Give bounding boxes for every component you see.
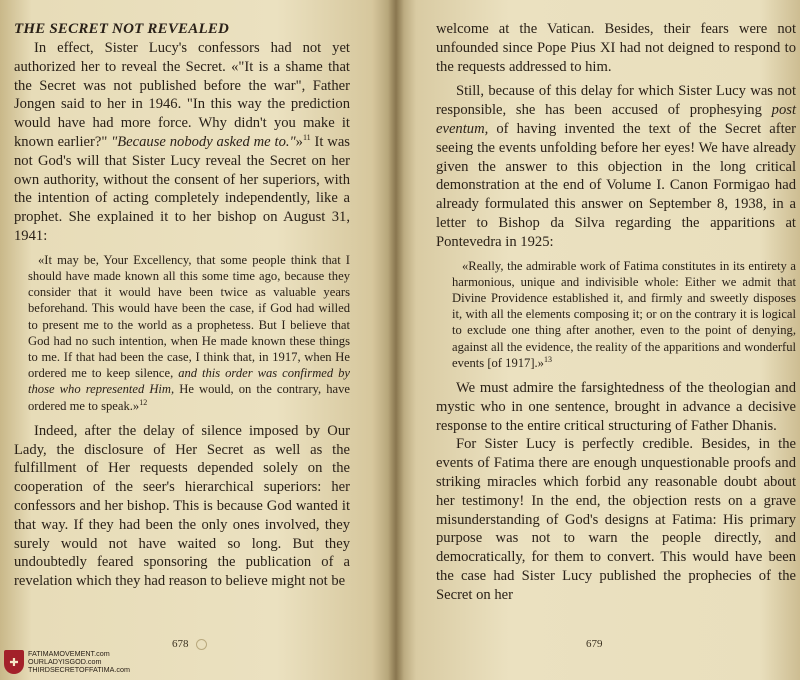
section-heading: THE SECRET NOT REVEALED: [14, 21, 230, 37]
paragraph: welcome at the Vatican. Besides, their fears were not unfounded since Pope Pius XI had not deigned to respond to the requests addressed to him.: [436, 21, 796, 75]
paragraph: For Sister Lucy is perfectly credible. Besides, in the events of Fatima there are enough unquestionable proofs and striking miracles which forbid any reasonable doubt about her testimony! In the end, the objection rests on a grave misunderstanding of God's designs at Fatima: His primary purpose was not to warn the people directly, and democratically, for them to convert. This would have been the case had Sister Lucy published the prophecies of the Secret on her: [436, 436, 796, 603]
block-quote: «Really, the admirable work of Fatima constitutes in its entirety a harmonious, unique and indivisible whole: Either we admit that Divine Providence established it, and firmly and sweetly disposes it, with all the elements composing it; or on the contrary it is logical to exclude one thing after another, even to the point of denying, against all the evidence, the reality of the apparitions and wonderful events [of 1917].»$^{13}$: [452, 258, 796, 370]
watermark-logo: [4, 650, 130, 674]
left-text-column: [14, 20, 350, 591]
footnote-ref: 11: [302, 133, 311, 143]
footnote-ref: 12: [139, 397, 148, 407]
logo-text: FATIMAMOVEMENT.com OURLADYISGOD.com THIRDSECRETOFFATIMA.com: [28, 649, 130, 674]
left-page: [0, 0, 396, 680]
footnote-ref: 13: [543, 354, 552, 364]
paragraph: In effect, Sister Lucy's confessors had not yet authorized her to reveal the Secret. «"It is a shame that the Secret was not published before the war", Father Jongen said to her in 1946. "In this way the prediction would have had more force. Why didn't you make it known earlier?" "Because nobody asked me to."»$^{11}$ It was not God's will that Sister Lucy reveal the Secret on her own authority, without the consent of her superiors, with the intention of acting completely independently, like a prophet. She explained it to her bishop on August 31, 1941:: [14, 40, 350, 244]
stamp-mark: [196, 639, 207, 650]
page-number: 678: [172, 638, 189, 650]
paragraph: Indeed, after the delay of silence imposed by Our Lady, the disclosure of Her Secret as well as the fulfillment of Her requests depended solely on the cooperation of the seer's hierarchical superiors: her confessors and her bishop. This is because God wanted it that way. If they had been the only ones involved, they surely would not have waited so long. But they undoubtedly feared sponsoring the publication of a revelation which they had reason to believe might not be: [14, 422, 350, 590]
book-spine: [388, 0, 404, 680]
page-number: 679: [586, 638, 603, 650]
paragraph: We must admire the farsightedness of the theologian and mystic who in one sentence, brought in advance a decisive response to the entire critical structuring of Father Dhanis.: [436, 379, 796, 434]
right-page: [396, 0, 800, 680]
right-text-column: [436, 20, 796, 605]
block-quote: «It may be, Your Excellency, that some people think that I should have made known all this some time ago, because they consider that it would have been twice as valuable years beforehand. This would have been the case, if God had willed to present me to the world as a prophetess. But I believe that God had no such intention, when He made known these things to me. If that had been the case, I think that, in 1917, when He ordered me to keep silence, and this order was confirmed by those who represented Him, He would, on the contrary, have ordered me to speak.»$^{12}$: [28, 252, 350, 413]
shield-icon: ✚: [4, 650, 24, 674]
paragraph: Still, because of this delay for which Sister Lucy was not responsible, she has been accused of prophesying post eventum, of having invented the text of the Secret after seeing the events unfolding before her eyes! We have already given the answer to this objection in the long critical demonstration at the end of Volume I. Canon Formigao had already formulated this answer on September 8, 1938, in a letter to Bishop da Silva regarding the apparitions at Pontevedra in 1925:: [436, 83, 796, 250]
